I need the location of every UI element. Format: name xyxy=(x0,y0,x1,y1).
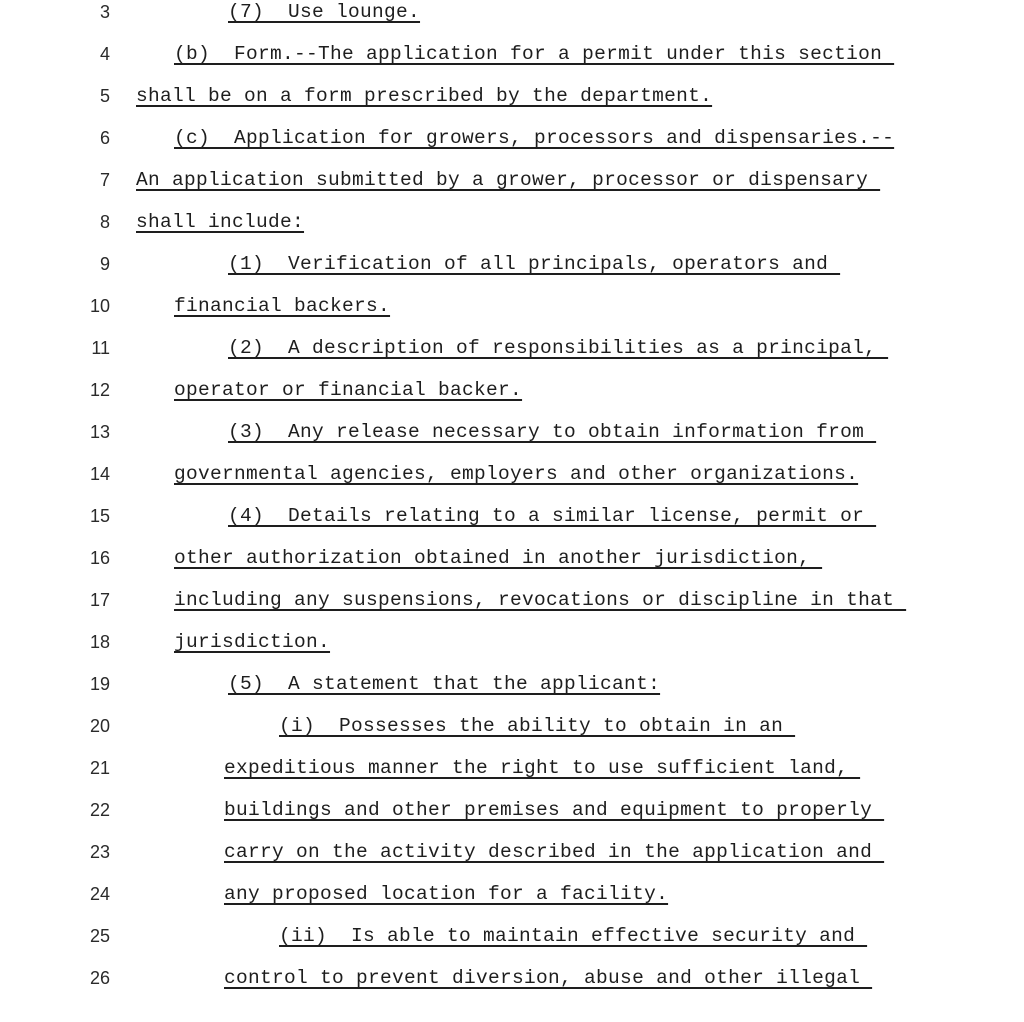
line-number: 3 xyxy=(99,2,110,22)
line-text: (1) Verification of all principals, operators and xyxy=(228,253,841,275)
bill-line xyxy=(0,589,1024,644)
line-number: 9 xyxy=(99,254,110,274)
line-number: 8 xyxy=(99,212,110,232)
line-text: (ii) Is able to maintain effective security and xyxy=(279,925,868,947)
line-text: (4) Details relating to a similar license, permit or xyxy=(228,505,877,527)
line-text: including any suspensions, revocations or discipline in that xyxy=(174,589,907,611)
line-number: 22 xyxy=(89,800,110,820)
line-number: 19 xyxy=(89,674,110,694)
line-number: 6 xyxy=(99,128,110,148)
line-text: governmental agencies, employers and other organizations. xyxy=(174,463,859,485)
line-text: (7) Use lounge. xyxy=(228,1,421,23)
line-number: 11 xyxy=(91,338,110,358)
line-number: 4 xyxy=(99,44,110,64)
line-number: 17 xyxy=(89,590,110,610)
line-text: shall be on a form prescribed by the department. xyxy=(136,85,713,107)
line-text: (b) Form.--The application for a permit under this section xyxy=(174,43,895,65)
line-text: financial backers. xyxy=(174,295,391,317)
line-text: jurisdiction. xyxy=(174,631,331,653)
line-text: (c) Application for growers, processors and dispensaries.-- xyxy=(174,127,895,149)
line-text: (2) A description of responsibilities as a principal, xyxy=(228,337,889,359)
line-number: 25 xyxy=(89,926,110,946)
line-number: 18 xyxy=(89,632,110,652)
line-text: other authorization obtained in another jurisdiction, xyxy=(174,547,823,569)
line-number: 5 xyxy=(99,86,110,106)
line-text: control to prevent diversion, abuse and other illegal xyxy=(224,967,873,989)
line-text: expeditious manner the right to use sufficient land, xyxy=(224,757,861,779)
line-text: any proposed location for a facility. xyxy=(224,883,669,905)
line-number: 21 xyxy=(89,758,110,778)
line-number: 10 xyxy=(89,296,110,316)
line-number: 16 xyxy=(89,548,110,568)
line-text: (3) Any release necessary to obtain information from xyxy=(228,421,877,443)
line-text: buildings and other premises and equipment to properly xyxy=(224,799,885,821)
line-number: 20 xyxy=(89,716,110,736)
bill-line xyxy=(0,967,1024,1022)
line-text: (i) Possesses the ability to obtain in an xyxy=(279,715,796,737)
line-number: 14 xyxy=(89,464,110,484)
line-number: 24 xyxy=(89,884,110,904)
line-number: 7 xyxy=(99,170,110,190)
line-number: 12 xyxy=(89,380,110,400)
line-number: 23 xyxy=(89,842,110,862)
line-text: An application submitted by a grower, processor or dispensary xyxy=(136,169,881,191)
line-text: operator or financial backer. xyxy=(174,379,523,401)
line-number: 13 xyxy=(89,422,110,442)
line-text: (5) A statement that the applicant: xyxy=(228,673,661,695)
bill-line xyxy=(0,253,1024,308)
line-text: shall include: xyxy=(136,211,305,233)
line-text: carry on the activity described in the application and xyxy=(224,841,885,863)
line-number: 26 xyxy=(89,968,110,988)
line-number: 15 xyxy=(89,506,110,526)
